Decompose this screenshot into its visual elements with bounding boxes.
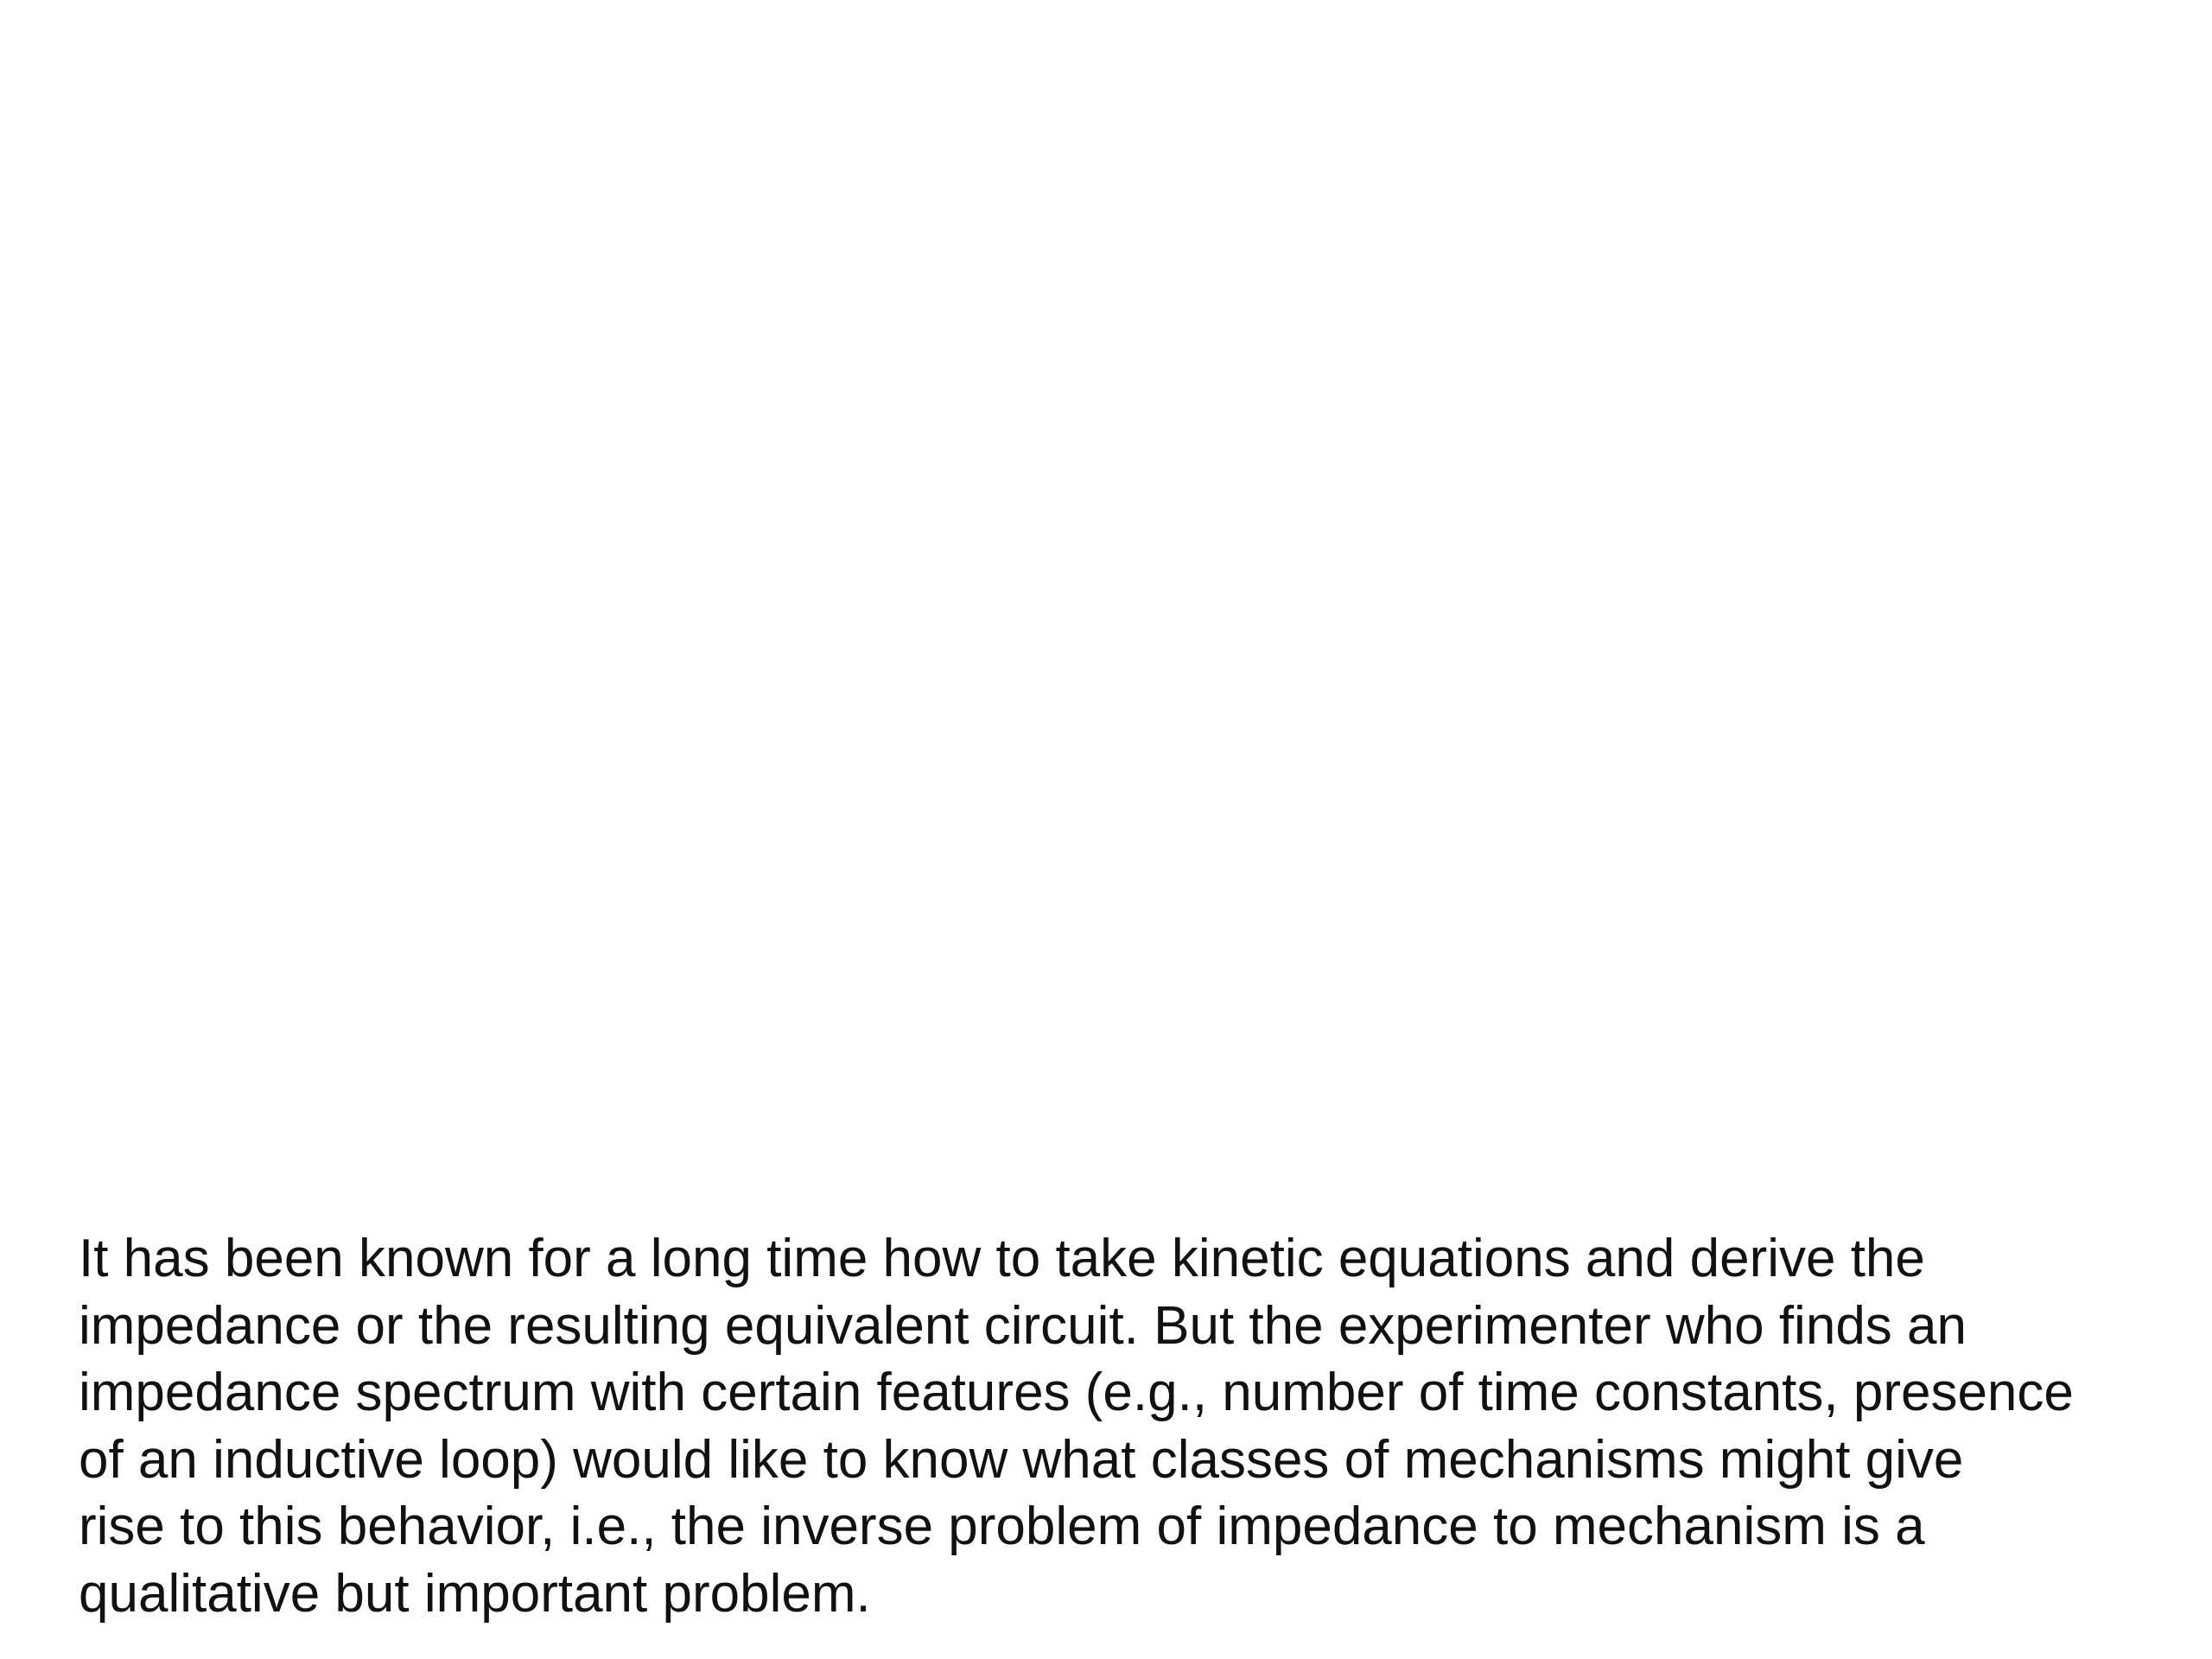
paragraph-line: It has been known for a long time how to take kinetic equations and derive the — [79, 1229, 1925, 1288]
body-paragraph — [79, 1225, 2187, 1627]
paragraph-line: qualitative but important problem. — [79, 1563, 871, 1624]
paragraph-line: impedance spectrum with certain features (e.g., number of time constants, presence — [79, 1363, 2074, 1422]
paragraph-line: rise to this behavior, i.e., the inverse problem of impedance to mechanism is a — [79, 1497, 1925, 1556]
paragraph-line: impedance or the resulting equivalent circuit. But the experimenter who finds an — [79, 1295, 1967, 1356]
paragraph-line: of an inductive loop) would like to know what classes of mechanisms might give — [79, 1429, 1964, 1490]
